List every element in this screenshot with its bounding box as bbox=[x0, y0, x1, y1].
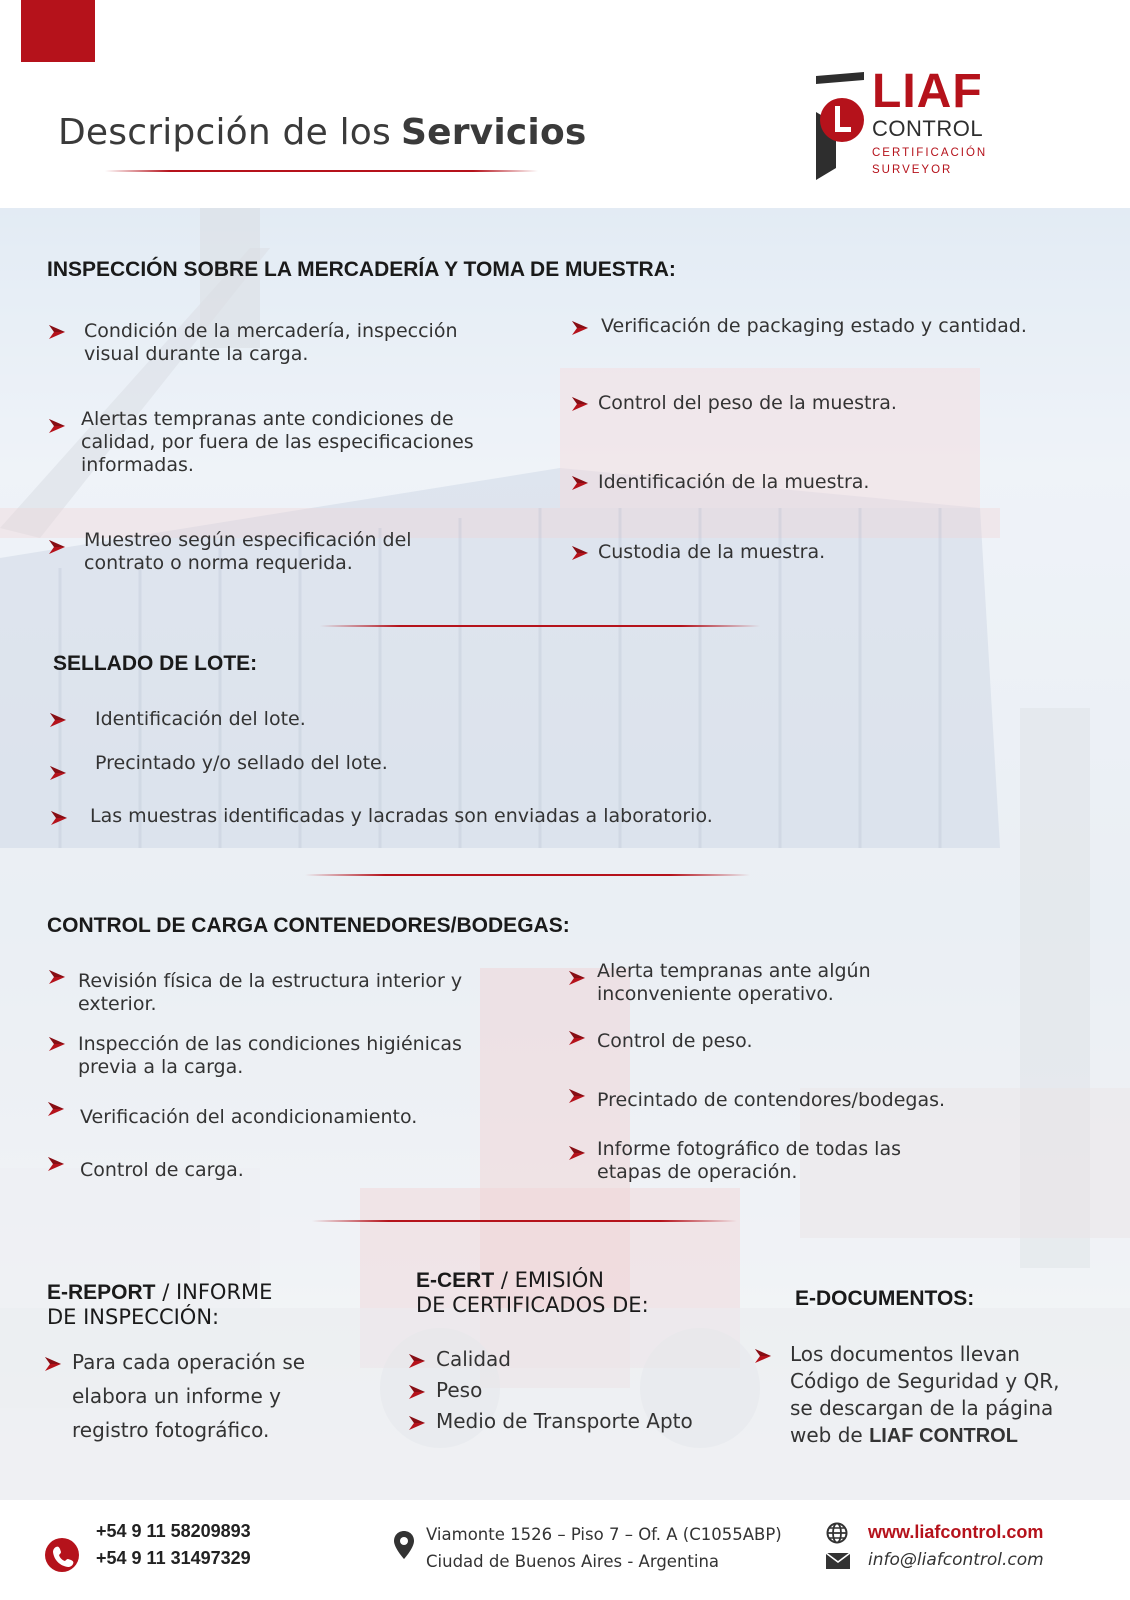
bullet-arrow-icon bbox=[44, 1355, 62, 1373]
location-pin-icon bbox=[393, 1530, 415, 1564]
logo-tagline-1: CERTIFICACIÓN bbox=[872, 147, 988, 159]
list-item: Peso bbox=[436, 1379, 482, 1402]
envelope-icon bbox=[825, 1552, 851, 1574]
list-item: Calidad bbox=[436, 1348, 511, 1371]
list-item: Precintado y/o sellado del lote. bbox=[95, 752, 388, 775]
ereport-heading: E-REPORT / INFORME DE INSPECCIÓN: bbox=[47, 1280, 273, 1329]
bullet-arrow-icon bbox=[48, 1035, 66, 1053]
bullet-arrow-icon bbox=[48, 538, 66, 556]
address-line-2: Ciudad de Buenos Aires - Argentina bbox=[426, 1552, 720, 1571]
bullet-arrow-icon bbox=[571, 319, 589, 337]
page-title: Descripción de los Servicios bbox=[58, 112, 587, 153]
list-item: Identificación de la muestra. bbox=[598, 471, 869, 494]
bullet-arrow-icon bbox=[571, 474, 589, 492]
bullet-arrow-icon bbox=[408, 1414, 426, 1432]
list-item: Informe fotográfico de todas las etapas de operación. bbox=[597, 1138, 901, 1184]
ereport-text: Para cada operación se elabora un informe y registro fotográfico. bbox=[72, 1345, 305, 1447]
footer bbox=[0, 1500, 1130, 1600]
list-item: Alerta tempranas ante algún inconveniente operativo. bbox=[597, 960, 871, 1006]
section-divider bbox=[305, 874, 750, 876]
bullet-arrow-icon bbox=[48, 323, 66, 341]
globe-icon bbox=[826, 1522, 848, 1548]
ecert-heading: E-CERT / EMISIÓN DE CERTIFICADOS DE: bbox=[416, 1268, 649, 1317]
bullet-arrow-icon bbox=[568, 969, 586, 987]
list-item: Verificación de packaging estado y cantidad. bbox=[601, 315, 1027, 338]
list-item: Condición de la mercadería, inspección visual durante la carga. bbox=[84, 320, 458, 366]
liaf-control-logo bbox=[814, 65, 1004, 184]
bullet-arrow-icon bbox=[568, 1144, 586, 1162]
list-item: Las muestras identificadas y lacradas son enviadas a laboratorio. bbox=[90, 805, 713, 828]
phone-number-1[interactable]: +54 9 11 58209893 bbox=[96, 1521, 251, 1541]
list-item: Precintado de contendores/bodegas. bbox=[597, 1089, 945, 1112]
section-heading-inspeccion: INSPECCIÓN SOBRE LA MERCADERÍA Y TOMA DE MUESTRA: bbox=[47, 258, 676, 281]
list-item: Control del peso de la muestra. bbox=[598, 392, 897, 415]
list-item: Control de carga. bbox=[80, 1159, 244, 1182]
phone-icon bbox=[45, 1538, 79, 1572]
bullet-arrow-icon bbox=[50, 809, 68, 827]
logo-liaf-text: LIAF bbox=[872, 65, 983, 118]
logo-control-text: CONTROL bbox=[872, 116, 984, 141]
bullet-arrow-icon bbox=[408, 1352, 426, 1370]
bullet-arrow-icon bbox=[48, 417, 66, 435]
address-line-1: Viamonte 1526 – Piso 7 – Of. A (C1055ABP) bbox=[426, 1525, 782, 1544]
bullet-arrow-icon bbox=[408, 1383, 426, 1401]
bullet-arrow-icon bbox=[47, 1155, 65, 1173]
list-item: Control de peso. bbox=[597, 1030, 753, 1053]
bullet-arrow-icon bbox=[571, 544, 589, 562]
edocumentos-heading: E-DOCUMENTOS: bbox=[795, 1287, 975, 1310]
bullet-arrow-icon bbox=[754, 1347, 772, 1365]
section-heading-sellado: SELLADO DE LOTE: bbox=[53, 652, 258, 675]
website-link[interactable]: www.liafcontrol.com bbox=[868, 1522, 1044, 1542]
list-item: Inspección de las condiciones higiénicas previa a la carga. bbox=[78, 1033, 462, 1079]
list-item: Identificación del lote. bbox=[95, 708, 306, 731]
list-item: Alertas tempranas ante condiciones de calidad, por fuera de las especificaciones informadas. bbox=[81, 408, 474, 477]
list-item: Muestreo según especificación del contrato o norma requerida. bbox=[84, 529, 412, 575]
logo-tagline-2: SURVEYOR bbox=[872, 164, 953, 176]
email-link[interactable]: info@liafcontrol.com bbox=[868, 1550, 1044, 1570]
section-divider bbox=[312, 1220, 737, 1222]
section-divider bbox=[320, 625, 760, 627]
section-heading-control: CONTROL DE CARGA CONTENEDORES/BODEGAS: bbox=[47, 914, 570, 937]
bullet-arrow-icon bbox=[568, 1029, 586, 1047]
list-item: Custodia de la muestra. bbox=[598, 541, 825, 564]
bullet-arrow-icon bbox=[571, 395, 589, 413]
bullet-arrow-icon bbox=[568, 1087, 586, 1105]
list-item: Medio de Transporte Apto bbox=[436, 1410, 693, 1433]
corner-accent-block bbox=[21, 0, 95, 62]
list-item: Verificación del acondicionamiento. bbox=[80, 1106, 417, 1129]
logo-mark-icon bbox=[814, 72, 868, 182]
bullet-arrow-icon bbox=[49, 764, 67, 782]
bullet-arrow-icon bbox=[47, 1100, 65, 1118]
bullet-arrow-icon bbox=[49, 711, 67, 729]
title-underline bbox=[105, 170, 538, 172]
phone-number-2[interactable]: +54 9 11 31497329 bbox=[96, 1548, 251, 1568]
list-item: Revisión física de la estructura interior y exterior. bbox=[78, 970, 462, 1016]
bullet-arrow-icon bbox=[48, 968, 66, 986]
edocumentos-text: Los documentos llevan Código de Seguridad y QR, se descargan de la página web de LIAF CONTROL bbox=[790, 1341, 1059, 1450]
